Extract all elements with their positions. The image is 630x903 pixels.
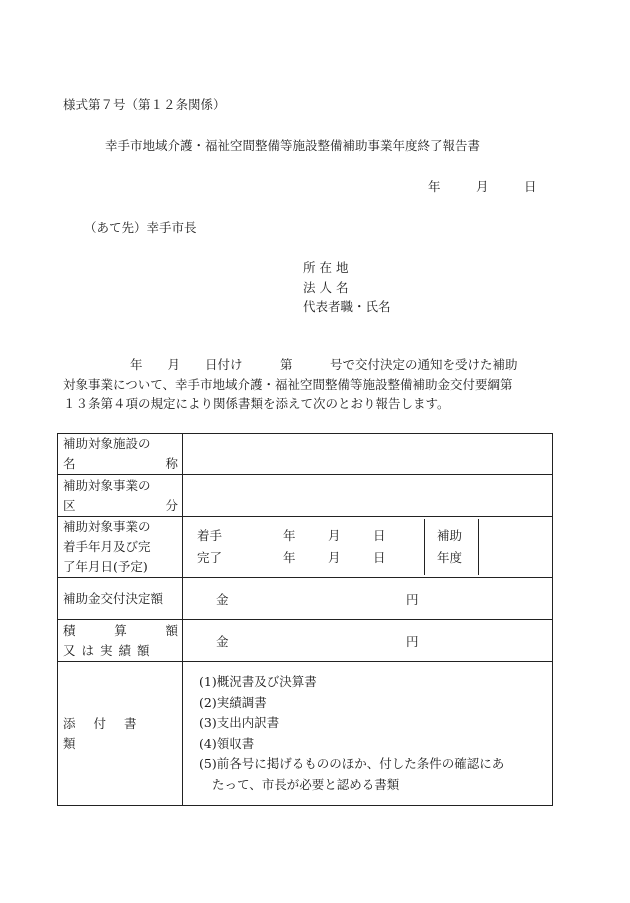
yen-label: 円: [406, 591, 419, 607]
form-number: 様式第７号（第１２条関係）: [63, 97, 226, 112]
label-text: 算: [114, 622, 127, 638]
representative-label: 代表者職・氏名: [303, 299, 391, 314]
attachments-label: [58, 662, 183, 806]
corporation-name-label: 法人名: [303, 280, 353, 295]
year-label: 年: [283, 550, 296, 565]
end-label: 完了: [197, 550, 223, 565]
project-period-row: [58, 517, 553, 578]
addressee: （あて先）幸手市長: [84, 220, 197, 235]
label-text: 補助: [437, 528, 463, 543]
label-text: 添付書類: [63, 715, 155, 751]
label-text: 名: [63, 456, 76, 471]
estimate-row: [58, 620, 553, 662]
attachment-item: (3)支出内訳書: [199, 715, 280, 730]
label-text: 積: [63, 622, 76, 638]
project-period-label: [58, 517, 183, 578]
kin-label: 金: [216, 633, 229, 649]
document-title: 幸手市地域介護・福祉空間整備等施設整備補助事業年度終了報告書: [105, 138, 481, 153]
kin-label: 金: [216, 591, 229, 607]
label-text: 分: [165, 497, 178, 513]
estimate-field[interactable]: [183, 620, 553, 662]
label-text: 了年月日(予定): [63, 559, 148, 574]
body-line-1: 年 月 日付け 第 号で交付決定の通知を受けた補助: [130, 357, 518, 372]
date-year: 年: [428, 179, 441, 194]
facility-name-label: [58, 434, 183, 475]
day-label: 日: [373, 550, 386, 565]
start-label: 着手: [197, 528, 223, 543]
body-line-2: 対象事業について、幸手市地域介護・福祉空間整備等施設整備補助金交付要綱第: [63, 376, 513, 392]
project-dates-field[interactable]: [183, 519, 425, 575]
date-line: [428, 177, 536, 195]
facility-name-row: [58, 434, 553, 475]
fiscal-year-field[interactable]: [479, 519, 552, 575]
estimate-label: [58, 620, 183, 662]
report-body-text: [63, 355, 553, 414]
project-category-row: [58, 475, 553, 517]
attachment-item: たって、市長が必要と認める書類: [212, 776, 400, 792]
fiscal-year-label: [425, 519, 479, 575]
label-text: 称: [165, 456, 178, 471]
attachment-item: (1)概況書及び決算書: [199, 674, 317, 689]
day-label: 日: [373, 528, 386, 543]
yen-label: 円: [406, 633, 419, 649]
label-text: 又は実績額: [63, 642, 156, 658]
facility-name-field[interactable]: [183, 434, 553, 475]
report-table: [57, 433, 553, 806]
date-day: 日: [523, 179, 537, 194]
label-text: 年度: [437, 550, 463, 565]
project-category-label: [58, 475, 183, 517]
grant-amount-row: [58, 578, 553, 620]
attachments-row: [58, 662, 553, 806]
label-text: 補助対象事業の: [63, 519, 151, 534]
grant-amount-field[interactable]: [183, 578, 553, 620]
grant-amount-label: 補助金交付決定額: [58, 578, 183, 620]
attachment-item: (5)前各号に掲げるもののほか、付した条件の確認にあ: [199, 756, 505, 771]
label-text: 額: [165, 622, 178, 638]
attachment-item: (4)領収書: [199, 735, 255, 751]
body-line-3: １３条第４項の規定により関係書類を添えて次のとおり報告します。: [63, 396, 450, 411]
year-label: 年: [283, 528, 296, 543]
attachment-item: (2)実績調書: [199, 694, 267, 710]
attachments-list-cell: [183, 662, 553, 806]
label-text: 区: [63, 497, 76, 513]
month-label: 月: [328, 528, 341, 543]
label-text: 着手年月及び完: [63, 539, 151, 554]
month-label: 月: [328, 550, 341, 565]
label-text: 補助対象事業の: [63, 477, 151, 493]
project-category-field[interactable]: [183, 475, 553, 517]
label-text: 補助対象施設の: [63, 436, 151, 451]
date-month: 月: [475, 179, 489, 194]
address-label: 所在地: [303, 260, 353, 275]
